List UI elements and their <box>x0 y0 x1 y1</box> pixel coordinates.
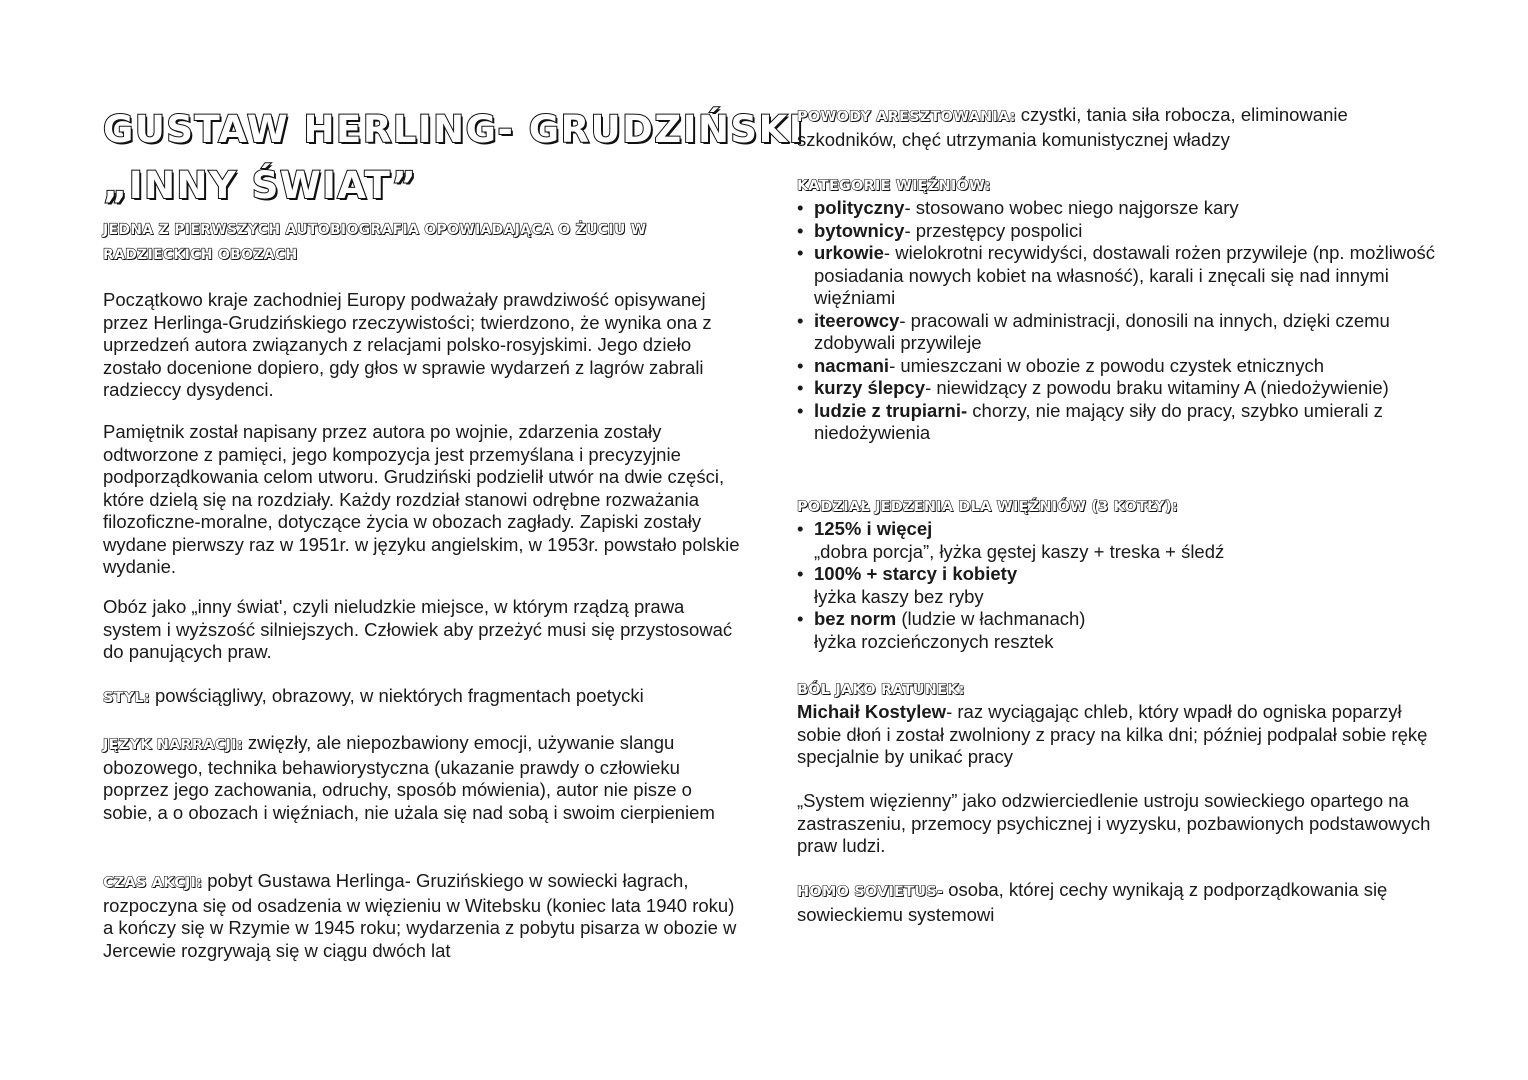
section-bol <box>797 679 1437 769</box>
paragraph-inny-swiat: Obóz jako „inny świat', czyli nieludzkie miejsce, w którym rządzą prawa system i wyższość silniejszych. Człowiek aby przeżyć musi się przystosować do panujących praw. <box>103 596 733 662</box>
label-kategorie: KATEGORIE WIĘŹNIÓW: <box>797 178 991 194</box>
label-podzial-jedzenia: PODZIAŁ JEDZENIA DLA WIĘŹNIÓW (3 KOTŁY): <box>797 499 1178 515</box>
section-kategorie <box>797 175 1437 445</box>
label-bol: BÓL JAKO RATUNEK: <box>797 682 965 698</box>
kategoria-term: urkowie <box>814 242 884 263</box>
subtitle: JEDNA Z PIERWSZYCH AUTOBIOGRAFIA OPOWIADAJĄCA O ŻUCIU W RADZIECKICH OBOZACH <box>103 222 647 263</box>
bol-term: Michaił Kostylew <box>797 701 947 722</box>
kategoria-text: - wielokrotni recywidyści, dostawali rożen przywileje (np. możliwość posiadania nowych kobiet na własność), karali i znęcali się nad innymi więźniami <box>814 242 1435 308</box>
paragraph-composition: Pamiętnik został napisany przez autora po wojnie, zdarzenia zostały odtworzone z pamięci, jego kompozycja jest przemyślana i precyzyjnie podporządkowania celom utworu. Grudziński podzielił utwór na dwie części, które dzielą się na rozdziały. Każdy rozdział stanowi odrębne rozważania filozoficzne-moralne, dotyczące życia w obozach zagłady. Zapiski zostały wydane pierwszy raz w 1951r. w języku angielskim, w 1953r. powstało polskie wydanie. <box>103 421 740 577</box>
section-jezyk-narracji <box>103 732 743 824</box>
list-item <box>797 377 1437 400</box>
page-title: GUSTAW HERLING- GRUDZIŃSKI <box>103 108 805 151</box>
label-homo-sovietus: HOMO SOVIETUS- <box>797 884 944 900</box>
kategoria-term: polityczny <box>814 197 905 218</box>
bol-content <box>797 701 1427 767</box>
section-czas-akcji <box>103 870 743 962</box>
kategoria-term: kurzy ślepcy <box>814 377 926 398</box>
porcja-desc: łyżka kaszy bez ryby <box>814 585 984 607</box>
kategoria-text: - pracowali w administracji, donosili na innych, dzięki czemu zdobywali przywileje <box>814 309 1390 353</box>
section-homo-sovietus <box>797 879 1437 926</box>
list-item <box>797 563 1437 608</box>
label-jezyk-narracji: JĘZYK NARRACJI: <box>103 737 243 753</box>
bol-text: - raz wyciągając chleb, który wpadł do ogniska poparzył sobie dłoń i został zwolniony z pracy na kilka dni; później podpalał sobie rękę specjalnie by unikać pracy <box>797 701 1428 767</box>
porcja-term: 125% i więcej <box>814 518 933 539</box>
list-item <box>797 197 1437 220</box>
list-item <box>797 400 1437 445</box>
czas-akcji-text: pobyt Gustawa Herlinga- Gruzińskiego w sowiecki łagrach, rozpoczyna się od osadzenia w więzieniu w Witebsku (koniec lata 1940 roku) a kończy się w Rzymie w 1945 roku; wydarzenia z pobytu pisarza w obozie w Jercewie rozgrywają się w ciągu dwóch lat <box>103 870 737 961</box>
kategoria-text: - umieszczani w obozie z powodu czystek etnicznych <box>889 354 1325 376</box>
kategoria-term: ludzie z trupiarni- <box>814 399 968 421</box>
kategoria-term: iteerowcy <box>814 309 900 331</box>
porcja-term: 100% + starcy i kobiety <box>814 563 1018 584</box>
list-item <box>797 608 1437 653</box>
book-title: „INNY ŚWIAT” <box>103 164 418 207</box>
label-czas-akcji: CZAS AKCJI: <box>103 875 203 891</box>
kategoria-term: nacmani <box>814 354 890 376</box>
list-item <box>797 242 1437 310</box>
label-powody: POWODY ARESZTOWANIA: <box>797 109 1016 125</box>
list-item <box>797 220 1437 243</box>
list-item <box>797 518 1437 563</box>
kategoria-text: - stosowano wobec niego najgorsze kary <box>904 197 1239 218</box>
kategoria-text: - niewidzący z powodu braku witaminy A (niedożywienie) <box>925 377 1389 398</box>
section-powody <box>797 104 1437 151</box>
section-styl <box>103 685 743 710</box>
porcja-desc: łyżka rozcieńczonych resztek <box>814 630 1054 652</box>
section-podzial-jedzenia <box>797 496 1437 653</box>
podzial-list <box>797 518 1437 653</box>
label-styl: STYL: <box>103 690 150 706</box>
porcja-desc: „dobra porcja”, łyżka gęstej kaszy + treska + śledź <box>814 540 1225 562</box>
homo-sovietus-text: osoba, której cechy wynikają z podporządkowania się sowieckiemu systemowi <box>797 879 1388 925</box>
kategorie-list <box>797 197 1437 445</box>
list-item <box>797 355 1437 378</box>
porcja-extra: (ludzie w łachmanach) <box>896 608 1086 629</box>
paragraph-reception: Początkowo kraje zachodniej Europy podważały prawdziwość opisywanej przez Herlinga-Grudzińskiego rzeczywistości; twierdzono, że wynika ona z uprzedzeń autora związanych z relacjami polsko-rosyjskimi. Jego dzieło zostało docenione dopiero, gdy głos w sprawie wydarzeń z lagrów zabrali radzieccy dysydenci. <box>103 289 712 400</box>
kategoria-text: chorzy, nie mający siły do pracy, szybko umierali z niedożywienia <box>814 399 1383 443</box>
paragraph-system: „System więzienny” jako odzwierciedlenie ustroju sowieckiego opartego na zastraszeniu, przemocy psychicznej i wyzysku, pozbawionych podstawowych praw ludzi. <box>797 790 1431 856</box>
list-item <box>797 310 1437 355</box>
jezyk-narracji-text: zwięzły, ale niepozbawiony emocji, używanie slangu obozowego, technika behawiorystyczna (ukazanie prawdy o człowieku poprzez jego zachowania, odruchy, sposób mówienia), autor nie pisze o sobie, a o obozach i więźniach, nie użala się nad sobą i swoim cierpieniem <box>103 732 715 823</box>
powody-text: czystki, tania siła robocza, eliminowanie szkodników, chęć utrzymania komunistycznej władzy <box>797 104 1348 150</box>
kategoria-term: bytownicy <box>814 219 905 241</box>
styl-text: powściągliwy, obrazowy, w niektórych fragmentach poetycki <box>149 685 644 706</box>
porcja-term: bez norm <box>814 608 897 629</box>
kategoria-text: - przestępcy pospolici <box>904 219 1083 241</box>
